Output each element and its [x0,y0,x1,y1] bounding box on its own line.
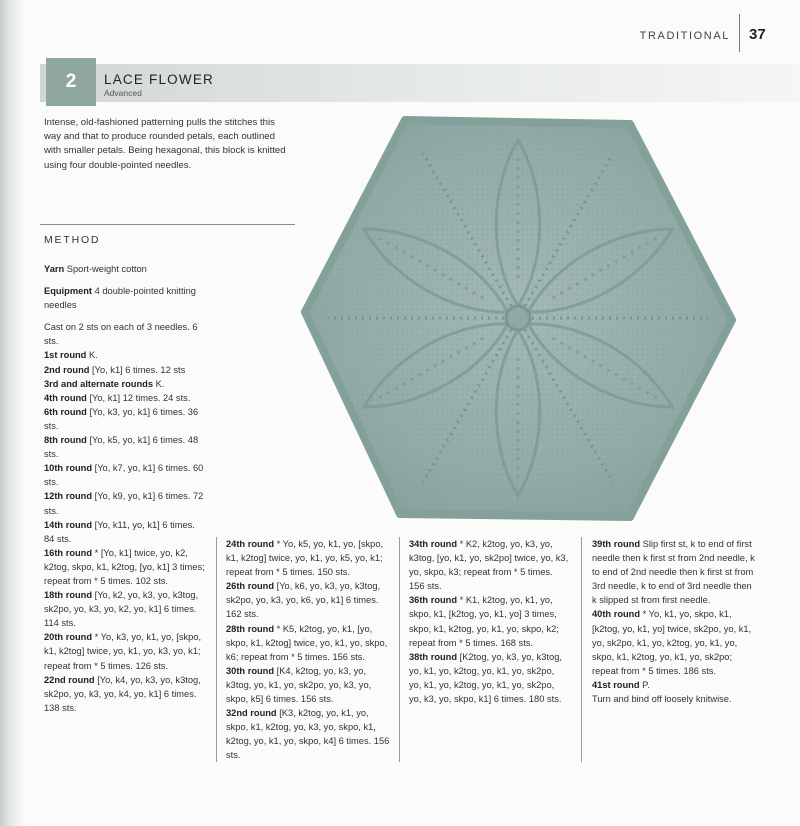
round-36: 36th round * K1, k2tog, yo, k1, yo, skpo, k1, [k2tog, yo, k1, yo] 3 times, skpo, k1, k2tog, yo, k1, yo, skpo, k2; repeat from * 5 times. 168 sts. [409,595,559,648]
round-3: 3rd and alternate rounds K. [44,378,165,389]
round-2: 2nd round [Yo, k1] 6 times. 12 sts [44,364,186,375]
yarn-line: Yarn Sport-weight cotton [44,264,147,274]
knitted-hexagon-photo [300,112,745,527]
instructions-column-2 [226,537,392,763]
method-heading: METHOD [44,234,101,246]
intro-paragraph: Intense, old-fashioned patterning pulls the stitches this way and that to produce rounded petals, each outlined with smaller petals. Being hexagonal, this block is knitted using four double-pointed needles. [44,117,286,171]
pattern-number-badge: 2 [46,58,96,106]
cast-on-line: Cast on 2 sts on each of 3 needles. 6 sts. [44,322,198,347]
round-26: 26th round [Yo, k6, yo, k3, yo, k3tog, sk2po, yo, k3, yo, k6, yo, k1] 6 times. 162 sts. [226,581,381,620]
round-41: 41st round P. [592,679,650,690]
round-1: 1st round K. [44,350,98,361]
column-divider [581,537,582,762]
instructions-column-1 [44,262,206,715]
skill-level: Advanced [104,88,142,98]
round-4: 4th round [Yo, k1] 12 times. 24 sts. [44,392,191,403]
running-head-divider [739,14,740,52]
round-30: 30th round [K4, k2tog, yo, k3, yo, k3tog, yo, k1, yo, sk2po, yo, k3, yo, skpo, k5] 6 times. 156 sts. [226,665,372,705]
round-40: 40th round * Yo, k1, yo, skpo, k1, [k2tog, yo, k1, yo] twice, sk2po, yo, k1, yo, sk2po, k1, yo, k2tog, yo, k1, yo, skpo, k1, k2tog, yo, k1, yo, sk2po; repeat from * 5 times. 186 sts. [592,609,752,676]
running-head: TRADITIONAL [639,30,730,42]
round-20: 20th round * Yo, k3, yo, k1, yo, [skpo, k1, k2tog] twice, yo, k1, yo, k3, yo, k1; repeat from * 5 times. 126 sts. [44,632,202,671]
round-28: 28th round * K5, k2tog, yo, k1, [yo, skpo, k1, k2tog] twice, yo, k1, yo, skpo, k6; repeat from * 5 times. 156 sts. [226,623,388,662]
method-divider [40,224,295,225]
round-12: 12th round [Yo, k9, yo, k1] 6 times. 72 sts. [44,491,204,516]
round-16: 16th round * [Yo, k1] twice, yo, k2, k2tog, skpo, k1, k2tog, [yo, k1] 3 times; repeat from * 5 times. 102 sts. [44,547,205,586]
round-22: 22nd round [Yo, k4, yo, k3, yo, k3tog, sk2po, yo, k3, yo, k4, yo, k1] 6 times. 138 sts. [44,674,201,713]
round-38: 38th round [K2tog, yo, k3, yo, k3tog, yo, k1, yo, k2tog, yo, k1, yo, sk2po, yo, k1, yo, k2tog, yo, k1, yo, sk2po, yo, k3, yo, skpo, k1] 6 times. 180 sts. [409,651,562,705]
round-39: 39th round Slip first st, k to end of first needle then k first st from 2nd needle, k to end of 2nd needle then k first st from 3rd needle, k to end of 3rd needle then k slipped st from first needle. [592,539,755,606]
round-18: 18th round [Yo, k2, yo, k3, yo, k3tog, sk2po, yo, k3, yo, k2, yo, k1] 6 times. 114 sts. [44,590,199,629]
finish-line: Turn and bind off loosely knitwise. [592,694,732,705]
round-10: 10th round [Yo, k7, yo, k1] 6 times. 60 sts. [44,463,204,488]
column-divider [216,537,217,762]
pattern-title: LACE FLOWER [104,72,214,87]
page-number: 37 [749,26,766,43]
round-14: 14th round [Yo, k11, yo, k1] 6 times. 84 sts. [44,519,195,544]
round-34: 34th round * K2, k2tog, yo, k3, yo, k3tog, [yo, k1, yo, sk2po] twice, yo, k3, yo, skpo, k3; repeat from * 5 times. 156 sts. [409,539,569,592]
round-24: 24th round * Yo, k5, yo, k1, yo, [skpo, k1, k2tog] twice, yo, k1, yo, k5, yo, k1; repeat from * 5 times. 150 sts. [226,539,384,578]
instructions-column-4 [592,537,758,706]
equipment-line: Equipment 4 double-pointed knitting needles [44,286,196,311]
instructions-column-3 [409,537,569,706]
round-32: 32nd round [K3, k2tog, yo, k1, yo, skpo, k1, k2tog, yo, k3, yo, skpo, k1, k2tog, yo, k1, yo, skpo, k4] 6 times. 156 sts. [226,708,390,761]
round-6: 6th round [Yo, k3, yo, k1] 6 times. 36 sts. [44,406,199,431]
round-8: 8th round [Yo, k5, yo, k1] 6 times. 48 sts. [44,435,199,460]
column-divider [399,537,400,762]
book-spine-shadow [0,0,26,826]
